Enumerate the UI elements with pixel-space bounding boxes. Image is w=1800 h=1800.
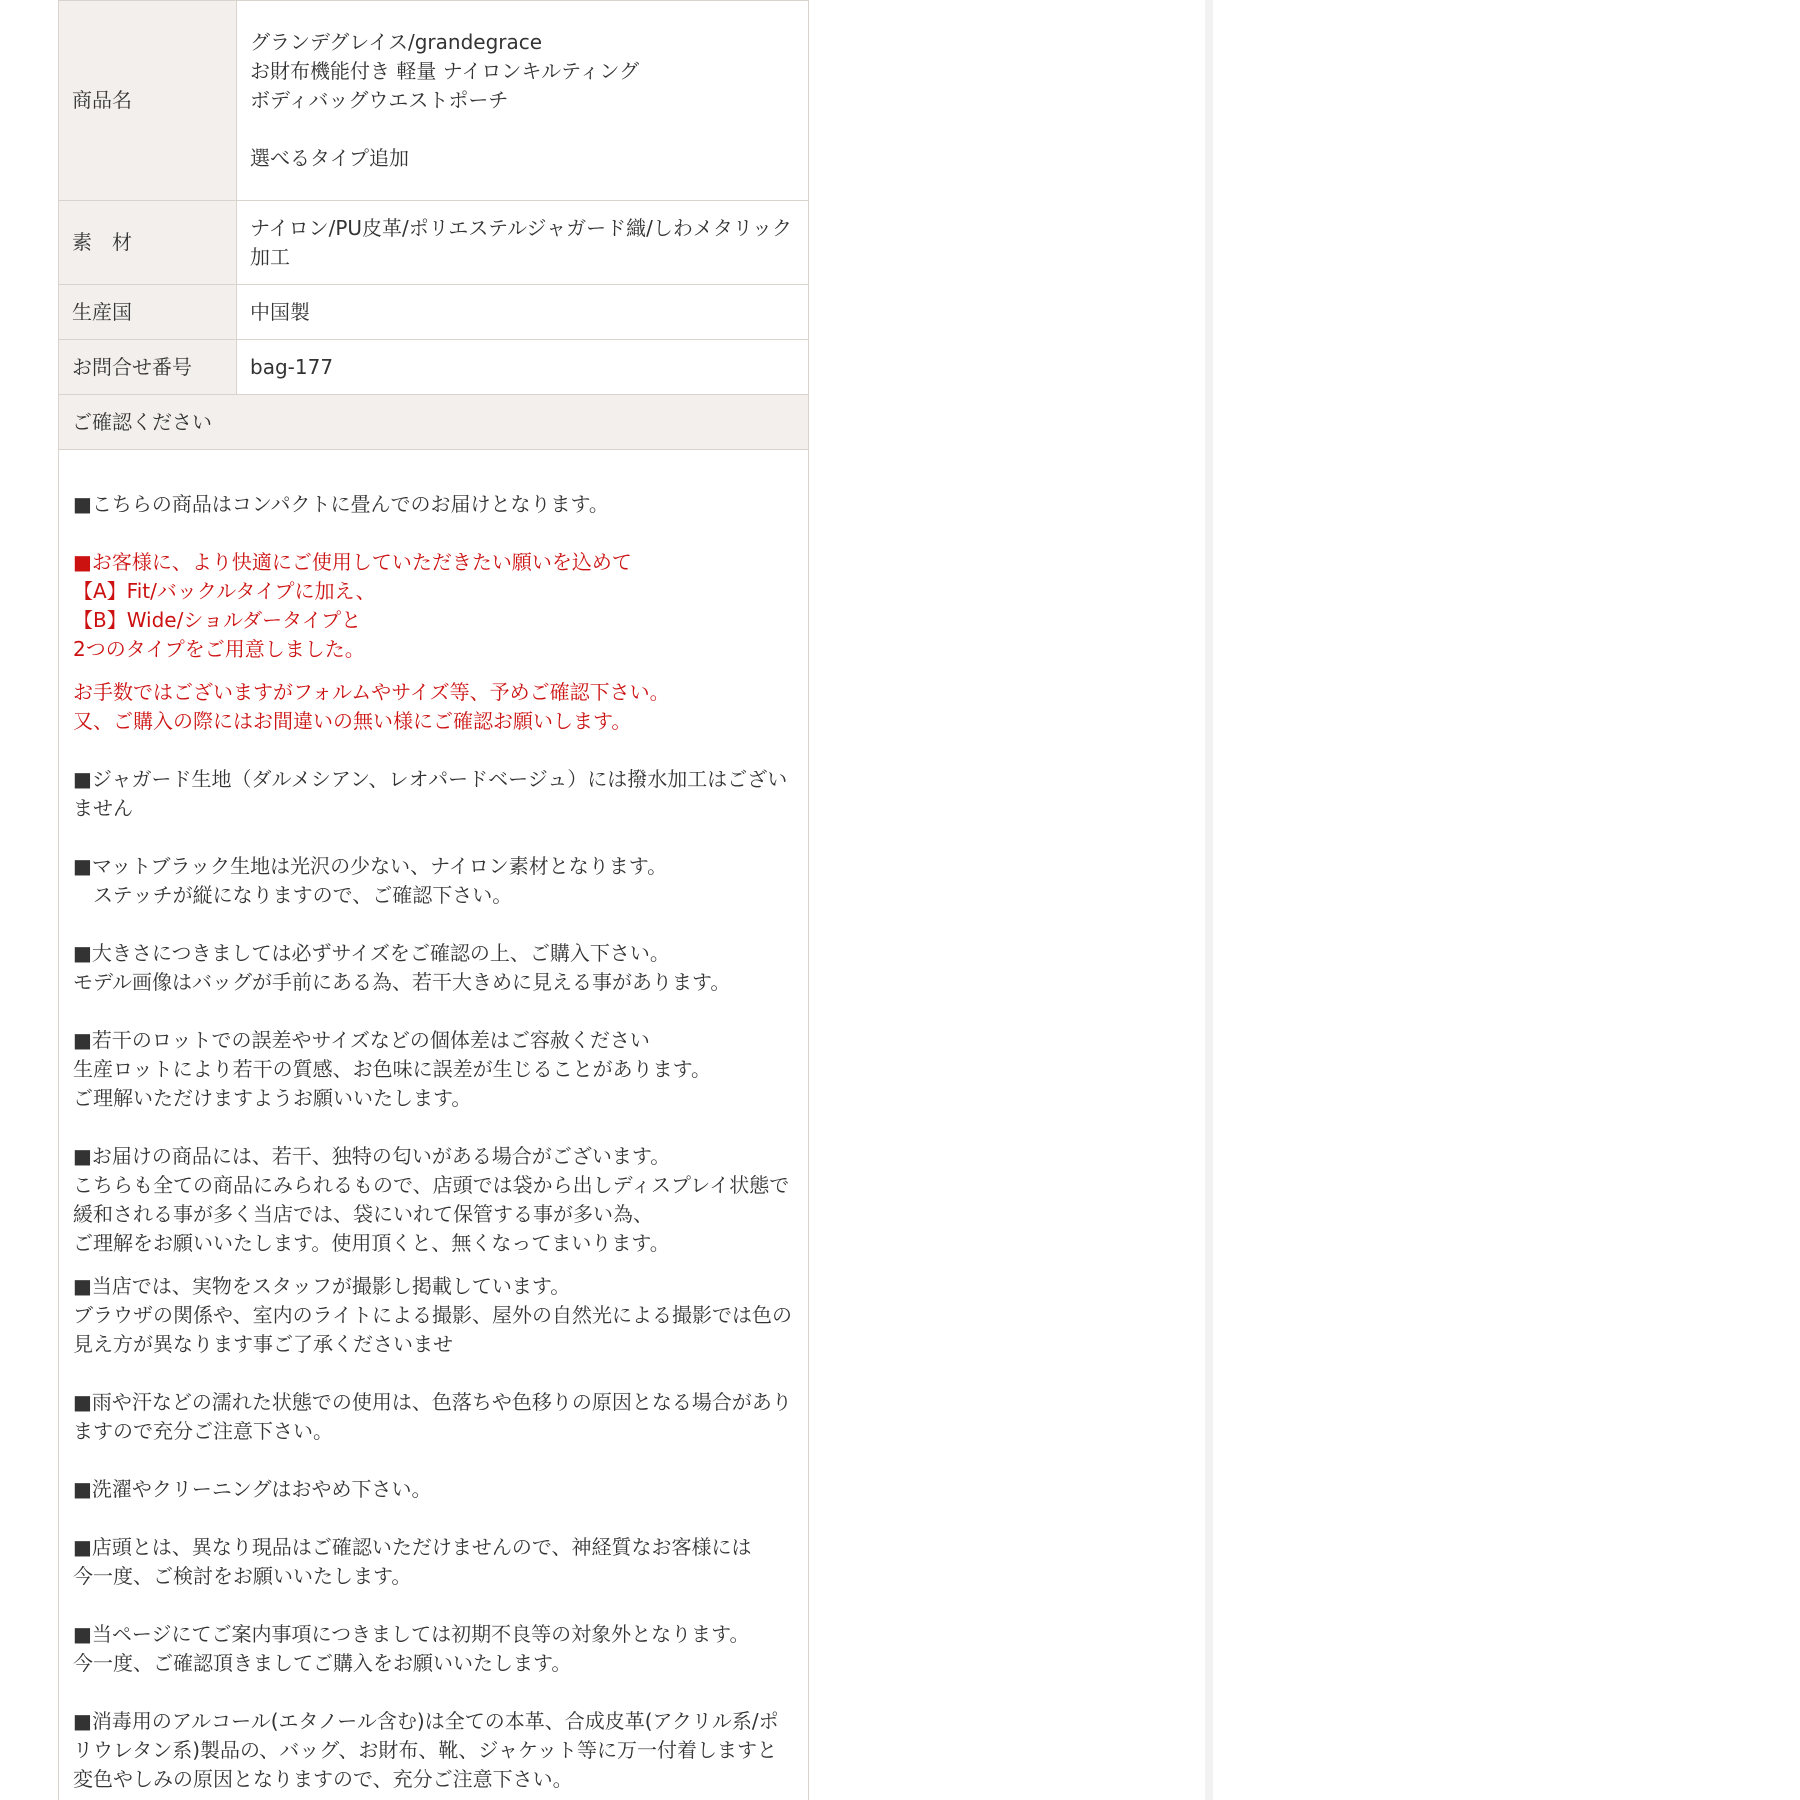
spec-row-contact-number bbox=[59, 340, 809, 395]
product-name-spacer bbox=[250, 115, 796, 144]
notice-two-types: ■お客様に、より快適にご使用していただきたい願いを込めて 【A】Fit/バックルタイプに加え、 【B】Wide/ショルダータイプと 2つのタイプをご用意しました。 bbox=[73, 550, 632, 661]
spec-row-product-name bbox=[59, 1, 809, 201]
note-lot-variance: ■若干のロットでの誤差やサイズなどの個体差はご容赦ください 生産ロットにより若干の質感、お色味に誤差が生じることがあります。 ご理解いただけますようお願いいたします。 bbox=[73, 1028, 711, 1110]
note-alcohol: ■消毒用のアルコール(エタノール含む)は全ての本革、合成皮革(アクリル系/ポリウレタン系)製品の、バッグ、お財布、靴、ジャケット等に万一付着しますと変色やしみの原因となりますので、充分ご注意下さい。 bbox=[73, 1709, 779, 1791]
note-no-inspection: ■店頭とは、異なり現品はご確認いただけませんので、神経質なお客様には 今一度、ご検討をお願いいたします。 bbox=[73, 1535, 752, 1588]
spec-value-contact-number: bag-177 bbox=[237, 340, 809, 395]
note-size: ■大きさにつきましては必ずサイズをご確認の上、ご購入下さい。 モデル画像はバッグが手前にある為、若干大きめに見える事があります。 bbox=[73, 941, 731, 994]
note-wet-use: ■雨や汗などの濡れた状態での使用は、色落ちや色移りの原因となる場合がありますので充分ご注意下さい。 bbox=[73, 1390, 792, 1443]
note-jacquard: ■ジャガード生地（ダルメシアン、レオパードベージュ）には撥水加工はございません bbox=[73, 767, 788, 820]
product-name-line: 選べるタイプ追加 bbox=[250, 146, 409, 170]
note-photography: ■当店では、実物をスタッフが撮影し掲載しています。 ブラウザの関係や、室内のライトによる撮影、屋外の自然光による撮影では色の見え方が異なります事ご了承くださいませ bbox=[73, 1274, 792, 1356]
product-name-line: ボディバッグウエストポーチ bbox=[250, 88, 509, 112]
spec-value-product-name bbox=[237, 1, 809, 201]
spec-row-confirm bbox=[59, 395, 809, 450]
note-compact-delivery: ■こちらの商品はコンパクトに畳んでのお届けとなります。 bbox=[73, 492, 609, 516]
spec-value-country: 中国製 bbox=[237, 285, 809, 340]
note-defect-exclusion: ■当ページにてご案内事項につきましては初期不良等の対象外となります。 今一度、ご確認頂きましてご購入をお願いいたします。 bbox=[73, 1622, 750, 1675]
spec-label-country: 生産国 bbox=[59, 285, 237, 340]
note-odor: ■お届けの商品には、若干、独特の匂いがある場合がございます。 こちらも全ての商品にみられるもので、店頭では袋から出しディスプレイ状態で緩和される事が多く当店では、袋にいれて保管する事が多い為、 ご理解をお願いいたします。使用頂くと、無くなってまいります。 bbox=[73, 1144, 790, 1255]
product-spec-table bbox=[58, 0, 809, 450]
side-divider bbox=[1205, 0, 1213, 1800]
spec-row-country bbox=[59, 285, 809, 340]
notes-section bbox=[58, 450, 809, 1800]
spec-label-product-name: 商品名 bbox=[59, 1, 237, 201]
spec-row-material bbox=[59, 201, 809, 285]
note-matte-black: ■マットブラック生地は光沢の少ない、ナイロン素材となります。 ステッチが縦になりますので、ご確認下さい。 bbox=[73, 854, 668, 907]
note-washing: ■洗濯やクリーニングはおやめ下さい。 bbox=[73, 1477, 432, 1501]
spec-label-material: 素 材 bbox=[59, 201, 237, 285]
notice-confirm-before-purchase: お手数ではございますがフォルムやサイズ等、予めご確認下さい。 又、ご購入の際にはお間違いの無い様にご確認お願いします。 bbox=[73, 680, 670, 733]
product-name-line: お財布機能付き 軽量 ナイロンキルティング bbox=[250, 59, 640, 83]
spec-label-confirm: ご確認ください bbox=[59, 395, 809, 450]
spec-label-contact-number: お問合せ番号 bbox=[59, 340, 237, 395]
spec-value-material: ナイロン/PU皮革/ポリエステルジャガード織/しわメタリック加工 bbox=[237, 201, 809, 285]
product-name-line: グランデグレイス/grandegrace bbox=[250, 30, 543, 54]
